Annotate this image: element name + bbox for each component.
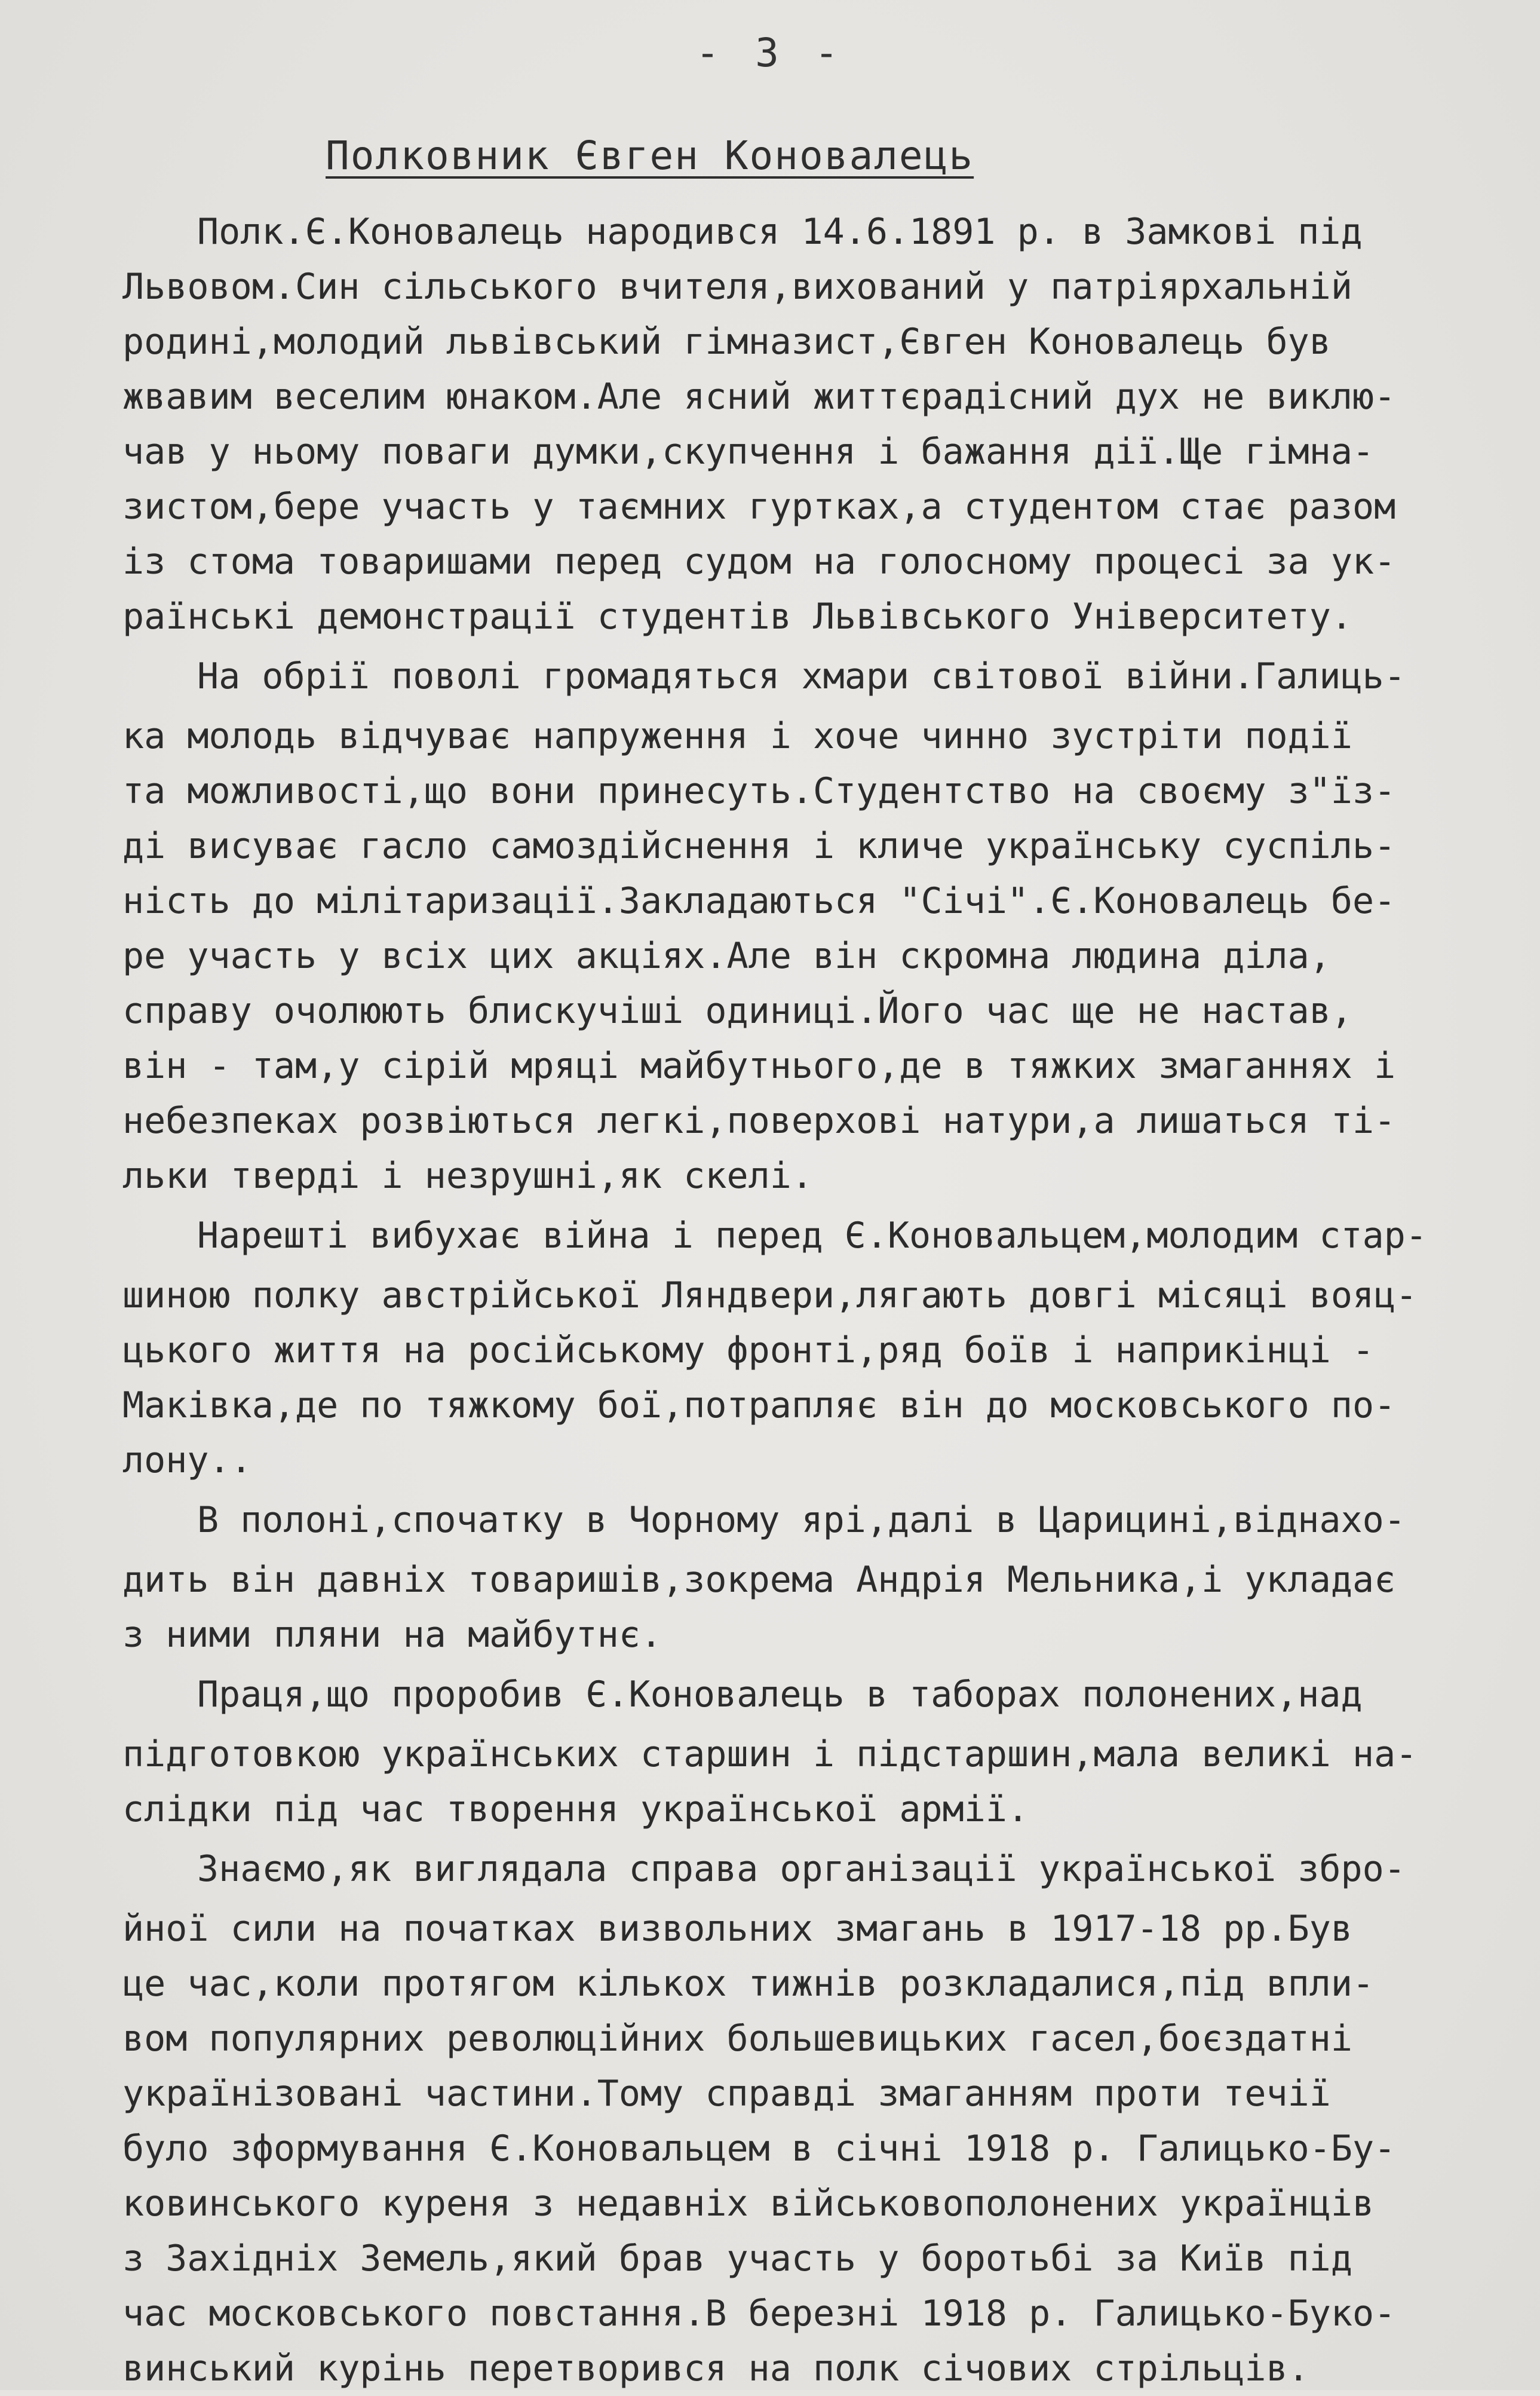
text-line: На обрії поволі громадяться хмари світової війни.Галиць- bbox=[197, 655, 1406, 697]
text-line: небезпеках розвіються легкі,поверхові натури,а лишаться ті- bbox=[122, 1100, 1396, 1142]
text-line: льки тверді і незрушні,як скелі. bbox=[122, 1155, 813, 1197]
text-line: Праця,що проробив Є.Коновалець в таборах полонених,над bbox=[197, 1674, 1363, 1715]
text-line: зистом,бере участь у таємних гуртках,а студентом стає разом bbox=[122, 486, 1396, 528]
page-number: - 3 - bbox=[695, 30, 845, 76]
text-line: жвавим веселим юнаком.Але ясний життєрадісний дух не виклю- bbox=[122, 376, 1396, 418]
text-line: йної сили на початках визвольних змагань в 1917-18 рр.Був bbox=[122, 1908, 1353, 1950]
text-line: Нарешті вибухає війна і перед Є.Коновальцем,молодим стар- bbox=[197, 1215, 1428, 1257]
text-line: ність до мілітаризації.Закладаються "Січі".Є.Коновалець бе- bbox=[122, 880, 1396, 922]
document-title: Полковник Євген Коновалець bbox=[326, 133, 974, 179]
text-line: ре участь у всіх цих акціях.Але він скромна людина діла, bbox=[122, 935, 1331, 977]
text-line: українізовані частини.Тому справді змаганням проти течії bbox=[122, 2073, 1331, 2115]
text-line: ка молодь відчуває напруження і хоче чинно зустріти події bbox=[122, 715, 1353, 757]
text-line: ковинського куреня з недавніх військовополонених українців bbox=[122, 2183, 1375, 2225]
text-line: чав у ньому поваги думки,скупчення і бажання дії.Ще гімна- bbox=[122, 431, 1375, 473]
text-line: вом популярних революційних большевицьких гасел,боєздатні bbox=[122, 2018, 1353, 2060]
text-line: Знаємо,як виглядала справа організації української збро- bbox=[197, 1848, 1406, 1890]
text-line: із стома товаришами перед судом на голосному процесі за ук- bbox=[122, 541, 1396, 583]
text-line: він - там,у сірій мряці майбутнього,де в тяжких змаганнях і bbox=[122, 1045, 1396, 1087]
text-line: дить він давніх товаришів,зокрема Андрія Мельника,і укладає bbox=[122, 1559, 1396, 1601]
text-line: шиною полку австрійської Ляндвери,лягають довгі місяці вояц- bbox=[122, 1274, 1418, 1316]
text-line: Полк.Є.Коновалець народився 14.6.1891 р. в Замкові під bbox=[197, 211, 1363, 253]
text-line: Маківка,де по тяжкому бої,потрапляє він до московського по- bbox=[122, 1384, 1396, 1426]
text-line: було зформування Є.Коновальцем в січні 1918 р. Галицько-Бу- bbox=[122, 2128, 1396, 2170]
text-line: справу очолюють блискучіші одиниці.Його час ще не настав, bbox=[122, 990, 1353, 1032]
text-line: це час,коли протягом кількох тижнів розкладалися,під впли- bbox=[122, 1963, 1375, 2005]
text-line: лону.. bbox=[122, 1439, 252, 1481]
text-line: В полоні,спочатку в Чорному ярі,далі в Царицині,віднахо- bbox=[197, 1499, 1406, 1541]
text-line: слідки під час творення української армії. bbox=[122, 1788, 1029, 1830]
body-text bbox=[122, 204, 1467, 2389]
text-line: час московського повстання.В березні 1918 р. Галицько-Буко- bbox=[122, 2293, 1396, 2334]
text-line: ді висуває гасло самоздійснення і кличе українську суспіль- bbox=[122, 825, 1396, 867]
text-line: Львовом.Син сільського вчителя,вихований у патріярхальній bbox=[122, 266, 1353, 308]
text-line: підготовкою українських старшин і підстаршин,мала великі на- bbox=[122, 1733, 1418, 1775]
text-line: з ними пляни на майбутнє. bbox=[122, 1614, 662, 1656]
text-line: винський курінь перетворився на полк січових стрільців. bbox=[122, 2348, 1309, 2389]
text-line: та можливості,що вони принесуть.Студентство на своєму з"їз- bbox=[122, 770, 1396, 812]
text-line: цького життя на російському фронті,ряд боїв і наприкінці - bbox=[122, 1329, 1375, 1371]
text-line: раїнські демонстрації студентів Львівського Університету. bbox=[122, 596, 1353, 638]
text-line: родині,молодий львівський гімназист,Євген Коновалець був bbox=[122, 321, 1331, 363]
text-line: з Західніх Земель,який брав участь у боротьбі за Київ під bbox=[122, 2238, 1353, 2279]
